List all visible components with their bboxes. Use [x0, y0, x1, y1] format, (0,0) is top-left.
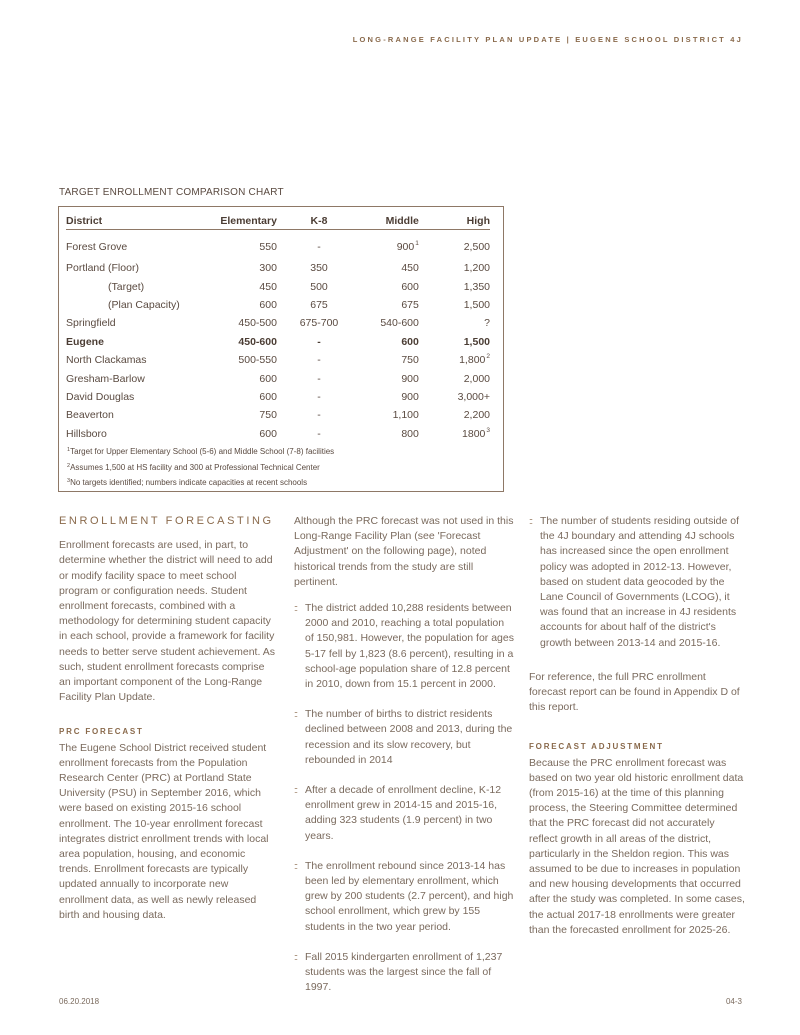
column-header: District	[66, 212, 191, 230]
table-cell: 600	[401, 280, 419, 293]
adjustment-heading: FORECAST ADJUSTMENT	[529, 742, 664, 752]
adjustment-paragraph: Because the PRC enrollment forecast was based on two year old historic enrollment data (from 2015-16) at the time of this planning process, the Steering Committee determined that the PRC forecast did not accurately reflect growth in all areas of the district, particularly in the Sheldon region. This was assumed to be due to increases in population and new housing developments that occurred after the study was completed. In some cases, the actual 2017-18 enrollments were greater than the forecasted enrollment for 2025-26.	[529, 756, 745, 936]
bullet-item: :: The enrollment rebound since 2013-14 has been led by elementary enrollment, which grew by 200 students (2.7 percent), and high school enrollment, which grew by 155 students in the two year period.	[294, 859, 514, 933]
chart-title: TARGET ENROLLMENT COMPARISON CHART	[59, 187, 284, 198]
table-cell: 600	[401, 335, 419, 348]
target-enrollment-chart	[58, 206, 504, 492]
column-header: Elementary	[191, 212, 277, 230]
table-cell: 550	[259, 240, 277, 253]
table-row	[66, 406, 490, 424]
table-cell: 900	[401, 372, 419, 385]
table-cell: 600	[259, 390, 277, 403]
table-cell: 450	[259, 280, 277, 293]
table-row	[66, 314, 490, 332]
table-cell: Forest Grove	[66, 240, 128, 253]
column-header: K-8	[277, 212, 351, 230]
footer-date: 06.20.2018	[59, 997, 100, 1006]
table-cell: -	[317, 335, 321, 348]
table-cell: -	[317, 354, 321, 367]
table-cell: 500	[310, 280, 328, 293]
table-cell: 2,000	[463, 372, 490, 385]
section-heading: ENROLLMENT FORECASTING	[59, 515, 274, 527]
table-cell: 2,200	[463, 409, 490, 422]
table-cell: 350	[310, 262, 328, 275]
table-header-row	[66, 212, 490, 230]
table-row	[66, 369, 490, 387]
running-header: LONG-RANGE FACILITY PLAN UPDATE | EUGENE SCHOOL DISTRICT 4J	[352, 35, 743, 44]
reference-paragraph: For reference, the full PRC enrollment forecast report can be found in Appendix D of this report.	[529, 670, 740, 714]
table-row	[66, 388, 490, 406]
column-one	[59, 514, 277, 923]
footnote-marker: 2	[486, 353, 490, 361]
table-cell: 600	[259, 372, 277, 385]
table-cell: -	[317, 240, 321, 253]
table-cell: 900	[401, 390, 419, 403]
table-row	[66, 425, 490, 443]
footnote-marker: 1	[415, 239, 419, 247]
table-row	[66, 257, 490, 277]
column-header: High	[419, 212, 490, 230]
table-row	[66, 333, 490, 351]
footnote: $^1$Target for Upper Elementary School (5-6) and Middle School (7-8) facilities	[67, 447, 335, 456]
table-row	[66, 277, 490, 295]
intro-paragraph: Enrollment forecasts are used, in part, to determine whether the district will need to add or modify facility space to meet school program or configuration needs. Student enrollment forecasts, combined with a methodology for determining student capacity in each school, provide a framework for facility needs to better serve student achievement. As such, student enrollment forecasts comprise an important component of the Long-Range Facility Plan Update.	[59, 539, 275, 704]
footnote-marker: 3	[486, 426, 490, 434]
footnote: $^3$No targets identified; numbers indicate capacities at recent schools	[67, 478, 308, 487]
prc-heading: PRC FORECAST	[59, 727, 144, 737]
table-cell: 540-600	[380, 317, 419, 330]
table-cell: North Clackamas	[66, 354, 147, 367]
table-cell: 450-500	[238, 317, 277, 330]
table-cell: -	[317, 409, 321, 422]
table-cell: 3,000+	[457, 390, 490, 403]
bullet-item: :: Fall 2015 kindergarten enrollment of 1,237 students was the largest since the fall of 1997.	[294, 950, 503, 994]
table-cell: 675	[310, 298, 328, 311]
table-cell: Portland (Floor)	[66, 262, 139, 275]
table-row	[66, 230, 490, 258]
table-cell: 800	[401, 427, 419, 440]
table-cell: 600	[259, 298, 277, 311]
table-row	[66, 351, 490, 369]
table-cell: (Plan Capacity)	[108, 298, 180, 311]
table-cell: 1,800$^2$	[459, 353, 490, 367]
chart-footnotes	[66, 444, 334, 491]
bullet-item: :: After a decade of enrollment decline, K-12 enrollment grew in 2014-15 and 2015-16, adding 323 students (1.9 percent) in two years.	[294, 784, 502, 842]
bullet-item: :: The number of births to district residents declined between 2008 and 2013, during the recession and its slow recovery, but rebounded in 2014	[294, 708, 513, 766]
table-row	[66, 296, 490, 314]
table-cell: 750	[259, 409, 277, 422]
prc-paragraph: The Eugene School District received student enrollment forecasts from the Population Research Center (PRC) at Portland State University (PSU) in September 2016, which were based on existing 2015-16 school enrollment. The 10-year enrollment forecast integrates district enrollment trends with local area population, housing, and economic trends. Enrollment forecasts are typically updated annually to incorporate new enrollment data, as well as newly released birth and housing data.	[59, 741, 269, 921]
table-cell: 675-700	[299, 317, 339, 330]
bullet-item: :: The number of students residing outside of the 4J boundary and attending 4J schools has increased since the open enrollment policy was adopted in 2012-13. However, based on student data geocoded by the Lane Council of Governments (LCOG), it was found that an increase in 4J residents accounts for about half of the district's growth between 2013-14 and 2015-16.	[529, 515, 740, 649]
table-cell: Eugene	[66, 335, 104, 348]
table-cell: 1,350	[463, 280, 490, 293]
table-cell: 2,500	[463, 240, 490, 253]
footnote: $^2$Assumes 1,500 at HS facility and 300 at Professional Technical Center	[67, 462, 320, 472]
table-cell: Beaverton	[66, 409, 114, 422]
enrollment-table	[66, 212, 490, 443]
table-cell: 1,200	[463, 262, 490, 275]
table-cell: 750	[401, 354, 419, 367]
table-cell: 1,100	[392, 409, 419, 422]
table-cell: Gresham-Barlow	[66, 372, 145, 385]
table-cell: 675	[401, 298, 419, 311]
table-cell: -	[317, 390, 321, 403]
table-cell: 450	[401, 262, 419, 275]
table-cell: 1800$^3$	[462, 426, 490, 440]
table-cell: Hillsboro	[66, 427, 107, 440]
column-two	[294, 514, 514, 995]
bullet-item: :: The district added 10,288 residents between 2000 and 2010, reaching a total population of 150,981. However, the population for ages 5-17 fell by 1,823 (8.6 percent), resulting in a school-age population share of 12.8 percent in 2010, down from 15.1 percent in 2000.	[294, 602, 514, 691]
table-cell: David Douglas	[66, 390, 135, 403]
column-three	[529, 514, 745, 938]
table-cell: -	[317, 427, 321, 440]
table-cell: 300	[259, 262, 277, 275]
table-cell: ?	[484, 317, 490, 330]
page-number: 04-3	[725, 997, 742, 1006]
table-cell: 450-600	[238, 335, 277, 348]
table-cell: 1,500	[463, 335, 490, 348]
table-cell: $900^1$	[396, 239, 419, 253]
column-header: Middle	[351, 212, 419, 230]
table-cell: 500-550	[238, 354, 277, 367]
table-cell: -	[317, 372, 321, 385]
table-cell: Springfield	[66, 317, 116, 330]
trends-intro: Although the PRC forecast was not used in this Long-Range Facility Plan (see 'Forecast Adjustment' on the following page), noted historical trends from the study are still pertinent.	[294, 515, 514, 588]
table-cell: 600	[259, 427, 277, 440]
table-cell: (Target)	[108, 280, 145, 293]
table-cell: 1,500	[463, 298, 490, 311]
